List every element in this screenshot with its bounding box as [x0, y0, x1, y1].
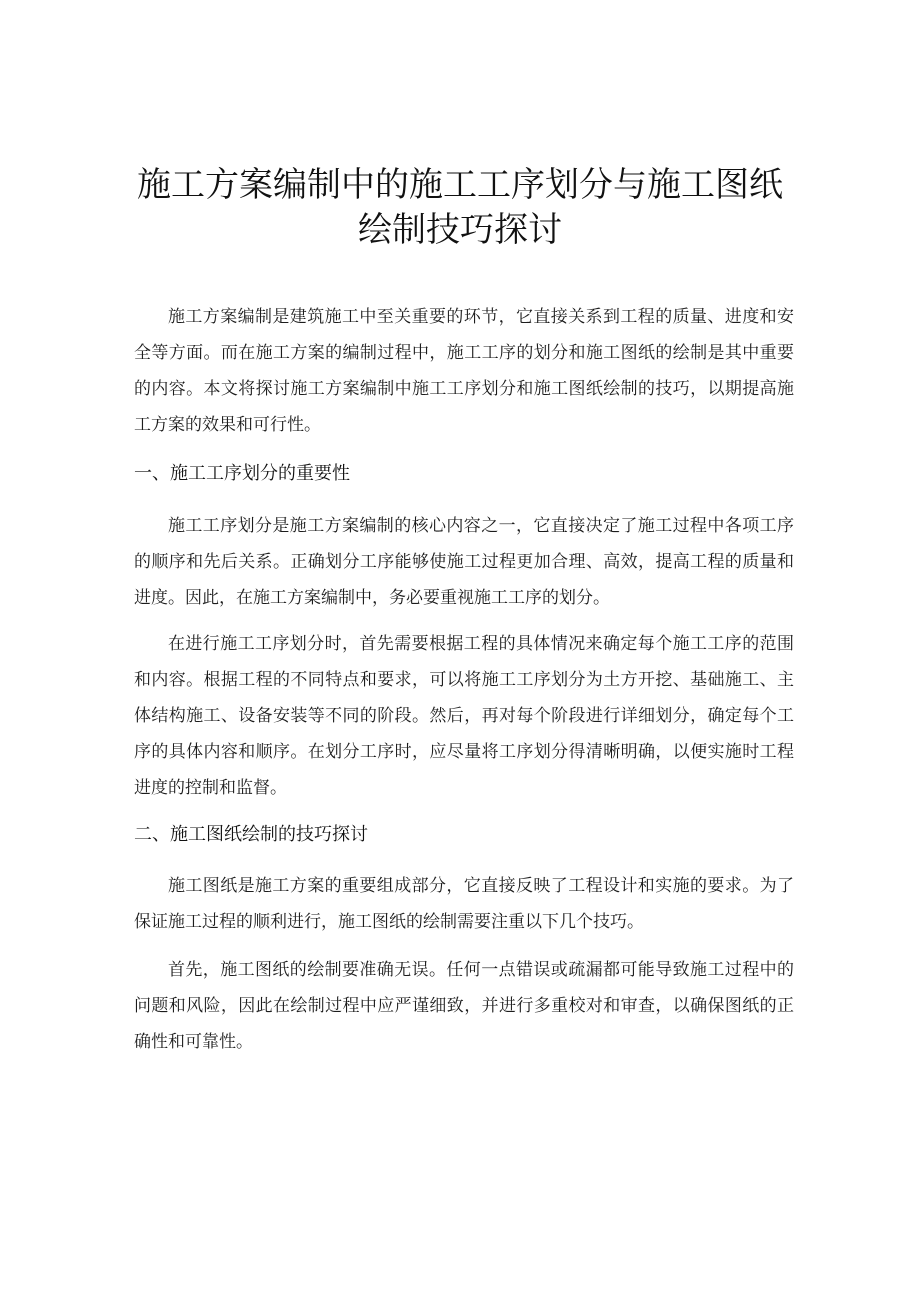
- document-title-line-2: 绘制技巧探讨: [358, 210, 562, 250]
- intro-paragraph: 施工方案编制是建筑施工中至关重要的环节，它直接关系到工程的质量、进度和安全等方面。而在施工方案的编制过程中，施工工序的划分和施工图纸的绘制是其中重要的内容。本文将探讨施工方案编制中施工工序划分和施工图纸绘制的技巧，以期提高施工方案的效果和可行性。: [134, 307, 794, 435]
- section-heading-1: 一、施工工序划分的重要性: [134, 463, 350, 484]
- section1-paragraph-1: 施工工序划分是施工方案编制的核心内容之一，它直接决定了施工过程中各项工序的顺序和先后关系。正确划分工序能够使施工过程更加合理、高效，提高工程的质量和进度。因此，在施工方案编制中，务必要重视施工工序的划分。: [134, 516, 794, 608]
- section2-paragraph-1: 施工图纸是施工方案的重要组成部分，它直接反映了工程设计和实施的要求。为了保证施工过程的顺利进行，施工图纸的绘制需要注重以下几个技巧。: [134, 876, 794, 932]
- section-heading-2: 二、施工图纸绘制的技巧探讨: [134, 824, 368, 845]
- section2-paragraph-2: 首先，施工图纸的绘制要准确无误。任何一点错误或疏漏都可能导致施工过程中的问题和风险，因此在绘制过程中应严谨细致，并进行多重校对和审查，以确保图纸的正确性和可靠性。: [134, 960, 794, 1052]
- section1-paragraph-2: 在进行施工工序划分时，首先需要根据工程的具体情况来确定每个施工工序的范围和内容。根据工程的不同特点和要求，可以将施工工序划分为土方开挖、基础施工、主体结构施工、设备安装等不同的阶段。然后，再对每个阶段进行详细划分，确定每个工序的具体内容和顺序。在划分工序时，应尽量将工序划分得清晰明确，以便实施时工程进度的控制和监督。: [134, 634, 794, 798]
- document-title-line-1: 施工方案编制中的施工工序划分与施工图纸: [137, 165, 783, 205]
